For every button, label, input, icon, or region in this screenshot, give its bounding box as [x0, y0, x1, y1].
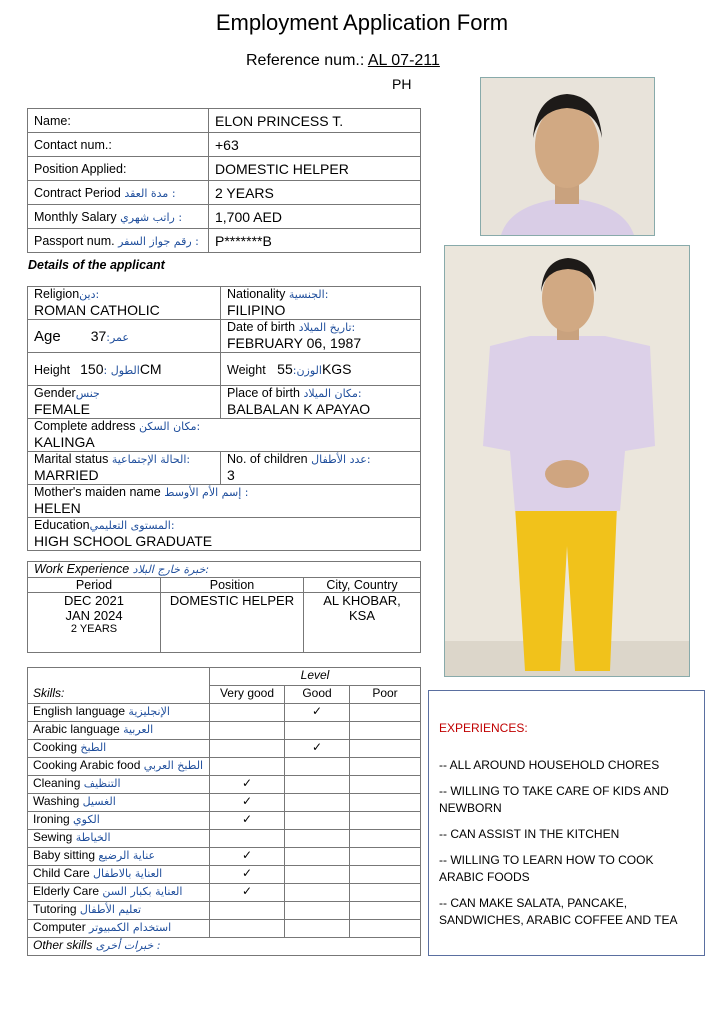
skill-very-good-cell: ✓: [210, 812, 285, 830]
skill-very-good-cell: [210, 920, 285, 938]
other-skills-label-ar: خبرات أخرى :: [95, 939, 161, 952]
work-period-start: DEC 2021: [64, 593, 124, 608]
skill-poor-cell: [350, 866, 421, 884]
skill-name: Ironing: [33, 812, 70, 826]
skill-name: Elderly Care: [33, 884, 100, 898]
details-row-address: [28, 419, 421, 452]
skill-poor-cell: [350, 920, 421, 938]
experience-item: -- CAN ASSIST IN THE KITCHEN: [439, 827, 620, 841]
skill-name: Cleaning: [33, 776, 81, 790]
position-row: [28, 157, 421, 181]
reference-number: [246, 52, 440, 70]
work-col-period: Period: [28, 578, 161, 593]
gender-label-ar: جنس: [75, 387, 100, 400]
skill-very-good-cell: [210, 722, 285, 740]
children-label-ar: عدد الأطفال:: [311, 453, 371, 466]
work-heading-row: [28, 562, 421, 578]
skill-name-ar: عناية الرضيع: [98, 849, 156, 862]
name-label: Name:: [34, 113, 71, 128]
country-code: PH: [392, 76, 412, 92]
work-city: AL KHOBAR, KSA: [304, 593, 421, 653]
nationality-label-ar: الجنسية:: [288, 288, 329, 301]
experiences-box: [428, 690, 705, 956]
skill-name-ar: العربية: [123, 723, 154, 736]
nationality-label: Nationality: [227, 287, 286, 301]
religion-label: Religion: [34, 287, 80, 301]
form-title: Employment Application Form: [215, 10, 509, 35]
other-skills-row: [28, 938, 421, 956]
passport-row: [28, 229, 421, 253]
work-col-city: City, Country: [304, 578, 421, 593]
skill-name: English language: [33, 704, 126, 718]
skill-good-cell: [285, 812, 350, 830]
height-label: Height: [34, 362, 71, 377]
salary-value: 1,700 AED: [209, 205, 421, 229]
marital-label-ar: الحالة الإجتماعية:: [111, 453, 191, 466]
full-body-illustration: [445, 246, 689, 676]
skill-name-ar: الخياطة: [75, 831, 111, 844]
education-label: Education: [34, 518, 90, 532]
skill-name-ar: الطبخ: [80, 741, 107, 754]
work-row: [28, 593, 421, 653]
details-row-education: [28, 518, 421, 551]
pob-value: BALBALAN K APAYAO: [227, 401, 371, 417]
skill-name: Tutoring: [33, 902, 77, 916]
details-row-religion: [28, 287, 421, 320]
skill-poor-cell: [350, 776, 421, 794]
skill-good-cell: [285, 884, 350, 902]
skill-very-good-cell: [210, 740, 285, 758]
skill-poor-cell: [350, 884, 421, 902]
work-position: DOMESTIC HELPER: [161, 593, 304, 653]
pob-label: Place of birth: [227, 386, 300, 400]
skill-name-ar: العناية بكبار السن: [102, 885, 183, 898]
reference-value: AL 07-211: [367, 52, 440, 69]
work-experience-table: [27, 561, 421, 653]
contract-value: 2 YEARS: [209, 181, 421, 205]
skill-good-cell: [285, 866, 350, 884]
experiences-heading: EXPERIENCES:: [439, 721, 528, 735]
position-value: DOMESTIC HELPER: [209, 157, 421, 181]
details-heading: Details of the applicant: [28, 258, 165, 272]
contact-value: +63: [209, 133, 421, 157]
reference-label: Reference num.:: [246, 52, 365, 69]
skill-poor-cell: [350, 848, 421, 866]
details-row-marital: [28, 452, 421, 485]
skills-col-very-good: Very good: [210, 686, 285, 704]
applicant-full-body-photo: [444, 245, 690, 677]
skill-good-cell: [285, 902, 350, 920]
skill-good-cell: [285, 848, 350, 866]
details-row-gender: [28, 386, 421, 419]
details-table: [27, 286, 421, 551]
skill-row: [28, 758, 421, 776]
skill-poor-cell: [350, 704, 421, 722]
dob-value: FEBRUARY 06, 1987: [227, 335, 362, 351]
name-value: ELON PRINCESS T.: [209, 109, 421, 133]
salary-label: Monthly Salary: [34, 209, 117, 224]
skill-very-good-cell: ✓: [210, 884, 285, 902]
dob-label: Date of birth: [227, 320, 296, 334]
salary-row: [28, 205, 421, 229]
skill-name-ar: الغسيل: [82, 795, 116, 808]
age-label-ar: عمر:: [106, 330, 129, 344]
weight-label-ar: الوزن:: [292, 363, 322, 377]
mother-label: Mother's maiden name: [34, 485, 161, 499]
skill-good-cell: [285, 758, 350, 776]
skill-name: Computer: [33, 920, 86, 934]
religion-label-ar: دين:: [79, 288, 100, 301]
weight-label: Weight: [227, 362, 266, 377]
marital-value: MARRIED: [34, 467, 99, 483]
skill-row: [28, 920, 421, 938]
skills-level-heading: Level: [210, 668, 421, 686]
skills-table: [27, 667, 421, 956]
mother-label-ar: إسم الأم الأوسط :: [164, 486, 249, 499]
skill-name: Child Care: [33, 866, 90, 880]
skill-very-good-cell: [210, 902, 285, 920]
name-row: [28, 109, 421, 133]
skill-poor-cell: [350, 830, 421, 848]
marital-label: Marital status: [34, 452, 109, 466]
skill-row: [28, 884, 421, 902]
nationality-value: FILIPINO: [227, 302, 286, 318]
skill-very-good-cell: [210, 758, 285, 776]
skills-level-row: [28, 668, 421, 686]
details-row-age: [28, 320, 421, 353]
skill-good-cell: [285, 776, 350, 794]
skill-row: [28, 830, 421, 848]
skills-body: [28, 704, 421, 938]
skill-poor-cell: [350, 722, 421, 740]
passport-label-ar: رقم جواز السفر :: [118, 234, 199, 248]
skill-name-ar: التنظيف: [83, 777, 121, 790]
experience-item: -- WILLING TO TAKE CARE OF KIDS AND NEWBORN: [439, 784, 669, 815]
skills-col-good: Good: [285, 686, 350, 704]
skill-row: [28, 848, 421, 866]
children-value: 3: [227, 467, 235, 483]
children-label: No. of children: [227, 452, 308, 466]
skill-row: [28, 902, 421, 920]
skill-very-good-cell: ✓: [210, 776, 285, 794]
skill-name-ar: الطبخ العربي: [143, 759, 204, 772]
position-label: Position Applied:: [34, 161, 127, 176]
skill-good-cell: ✓: [285, 740, 350, 758]
gender-label: Gender: [34, 386, 76, 400]
skill-row: [28, 740, 421, 758]
skill-very-good-cell: ✓: [210, 794, 285, 812]
passport-value: P*******B: [209, 229, 421, 253]
skills-col-poor: Poor: [350, 686, 421, 704]
skill-name: Arabic language: [33, 722, 120, 736]
contract-label-ar: مدة العقد :: [124, 186, 176, 200]
skill-row: [28, 812, 421, 830]
work-heading-ar: خبرة خارج البلاد:: [132, 563, 210, 576]
contract-row: [28, 181, 421, 205]
salary-label-ar: راتب شهري :: [120, 210, 183, 224]
skill-name-ar: الكوي: [73, 813, 100, 826]
address-label: Complete address: [34, 419, 136, 433]
applicant-headshot-photo: [480, 77, 655, 236]
skill-very-good-cell: ✓: [210, 848, 285, 866]
skill-poor-cell: [350, 740, 421, 758]
skill-row: [28, 704, 421, 722]
basic-info-table: [27, 108, 421, 253]
skill-row: [28, 776, 421, 794]
skill-row: [28, 722, 421, 740]
work-period-end: JAN 2024: [65, 608, 123, 623]
address-value: KALINGA: [34, 434, 95, 450]
age-label: Age: [34, 327, 61, 345]
skill-name: Baby sitting: [33, 848, 96, 862]
skill-name-ar: تعليم الأطفال: [79, 903, 142, 916]
pob-label-ar: مكان الميلاد:: [303, 387, 362, 400]
skill-good-cell: [285, 830, 350, 848]
skill-name: Sewing: [33, 830, 73, 844]
skill-row: [28, 866, 421, 884]
skill-very-good-cell: [210, 704, 285, 722]
gender-value: FEMALE: [34, 401, 91, 417]
mother-value: HELEN: [34, 500, 81, 516]
skills-label: Skills:: [28, 686, 210, 704]
work-header-row: [28, 578, 421, 593]
skill-good-cell: [285, 920, 350, 938]
skill-good-cell: [285, 794, 350, 812]
education-value: HIGH SCHOOL GRADUATE: [34, 533, 213, 549]
address-label-ar: مكان السكن:: [138, 420, 201, 433]
skill-name-ar: استخدام الكمبيوتر: [89, 921, 172, 934]
skill-name: Cooking: [33, 740, 78, 754]
experience-item: -- ALL AROUND HOUSEHOLD CHORES: [439, 758, 660, 772]
skill-very-good-cell: [210, 830, 285, 848]
details-row-mother: [28, 485, 421, 518]
work-heading: Work Experience: [34, 562, 130, 576]
skill-good-cell: [285, 722, 350, 740]
weight-value: 55KGS: [277, 360, 352, 377]
contact-label: Contact num.:: [34, 137, 112, 152]
skill-name-ar: العناية بالاطفال: [93, 867, 163, 880]
skill-name-ar: الإنجليزية: [128, 705, 170, 718]
skill-poor-cell: [350, 758, 421, 776]
religion-value: ROMAN CATHOLIC: [34, 302, 160, 318]
skill-poor-cell: [350, 812, 421, 830]
age-value: 37: [90, 327, 107, 344]
skill-good-cell: ✓: [285, 704, 350, 722]
height-value: 150CM: [80, 360, 162, 377]
details-row-height: [28, 353, 421, 386]
contract-label: Contract Period: [34, 185, 121, 200]
headshot-illustration: [481, 78, 654, 235]
contact-row: [28, 133, 421, 157]
skill-poor-cell: [350, 794, 421, 812]
dob-label-ar: تاريخ الميلاد:: [298, 321, 356, 334]
other-skills-label: Other skills: [33, 938, 93, 952]
skills-header-row: [28, 686, 421, 704]
height-label-ar: الطول :: [103, 363, 140, 377]
skill-row: [28, 794, 421, 812]
skill-very-good-cell: ✓: [210, 866, 285, 884]
experience-item: -- CAN MAKE SALATA, PANCAKE, SANDWICHES, ARABIC COFFEE AND TEA: [439, 896, 678, 927]
experience-item: -- WILLING TO LEARN HOW TO COOK ARABIC FOODS: [439, 853, 654, 884]
skill-name: Cooking Arabic food: [33, 758, 141, 772]
work-period-duration: 2 YEARS: [70, 623, 118, 635]
skill-name: Washing: [33, 794, 80, 808]
work-col-position: Position: [161, 578, 304, 593]
skill-poor-cell: [350, 902, 421, 920]
passport-label: Passport num.: [34, 233, 115, 248]
education-label-ar: المستوى التعليمي:: [89, 519, 175, 532]
